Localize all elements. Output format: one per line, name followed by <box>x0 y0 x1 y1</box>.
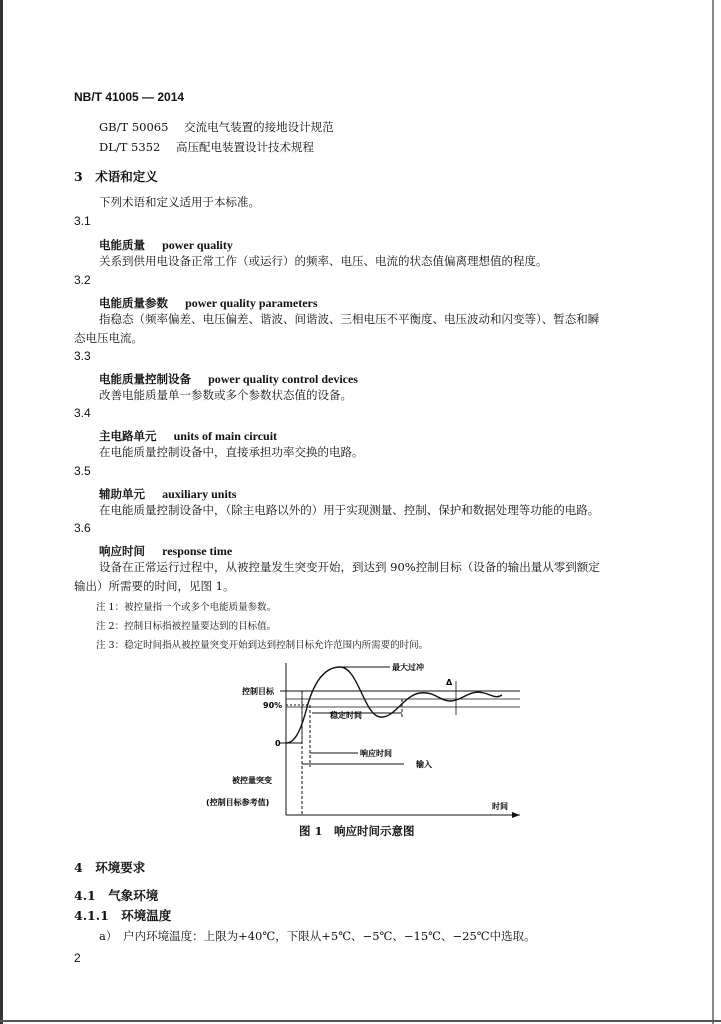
section-4-1-1-title: 4.1.1 环境温度 <box>74 908 172 923</box>
term-number: 3.3 <box>74 349 91 363</box>
reference-value-label: (控制目标参考值) <box>206 798 270 807</box>
scan-left-edge <box>0 0 3 1024</box>
delta-label: Δ <box>446 678 453 687</box>
term-heading <box>99 540 232 559</box>
scan-bottom-edge <box>0 1020 721 1022</box>
step-change-label: 被控量突变 <box>232 776 272 785</box>
control-target-label: 控制目标 <box>242 687 274 696</box>
section-4-title: 4 环境要求 <box>74 860 146 875</box>
note-1: 注 1：被控量指一个或多个电能质量参数。 <box>96 602 277 613</box>
term-en: power quality parameters <box>185 296 318 310</box>
settling-time-label: 稳定时间 <box>330 711 362 720</box>
term-zh: 电能质量 <box>99 238 145 252</box>
term-heading <box>99 483 236 502</box>
term-definition: 关系到供用电设备正常工作（或运行）的频率、电压、电流的状态值偏离理想值的程度。 <box>99 254 548 268</box>
max-overshoot-label: 最大过冲 <box>392 663 424 672</box>
term-number: 3.4 <box>74 406 91 420</box>
term-definition: 设备在正常运行过程中，从被控量发生突变开始，到达到 90%控制目标（设备的输出量从零到额定 <box>99 560 600 574</box>
term-number: 3.5 <box>74 464 91 478</box>
term-heading <box>99 425 277 444</box>
term-definition: 改善电能质量单一参数或多个参数状态值的设备。 <box>99 388 352 402</box>
term-definition-cont: 态电压电流。 <box>74 331 143 345</box>
term-number: 3.1 <box>74 214 91 228</box>
term-heading <box>99 292 318 311</box>
reference-title: 交流电气装置的接地设计规范 <box>184 120 334 134</box>
term-en: units of main circuit <box>173 429 278 443</box>
term-heading <box>99 368 358 387</box>
term-en: auxiliary units <box>162 487 237 501</box>
section-3-intro: 下列术语和定义适用于本标准。 <box>99 195 260 209</box>
response-time-figure <box>190 655 530 823</box>
pct90-label: 90% <box>263 701 283 710</box>
term-zh: 电能质量参数 <box>99 296 168 310</box>
reference-title: 高压配电装置设计技术规程 <box>175 140 314 154</box>
scan-right-edge <box>712 0 714 1024</box>
section-4-1-title: 4.1 气象环境 <box>74 888 159 903</box>
term-number: 3.2 <box>74 273 91 287</box>
zero-label: 0 <box>275 739 281 748</box>
note-3: 注 3：稳定时间指从被控量突变开始到达到控制目标允许范围内所需要的时间。 <box>96 640 429 651</box>
term-heading <box>99 234 233 253</box>
standard-code: NB/T 41005 — 2014 <box>74 90 185 104</box>
response-curve <box>286 667 502 743</box>
reference-code: DL/T 5352 <box>99 140 161 154</box>
term-definition-cont: 输出）所需要的时间，见图 1。 <box>74 579 235 593</box>
time-axis-arrow <box>512 812 520 818</box>
term-en: power quality <box>162 238 233 252</box>
term-en: power quality control devices <box>208 372 358 386</box>
term-definition: 在电能质量控制设备中，直接承担功率交换的电路。 <box>99 445 364 459</box>
reference-item <box>99 119 334 135</box>
term-definition: 指稳态（频率偏差、电压偏差、谐波、间谐波、三相电压不平衡度、电压波动和闪变等）、暂态和瞬 <box>99 312 600 326</box>
term-zh: 主电路单元 <box>99 429 157 443</box>
term-zh: 辅助单元 <box>99 487 145 501</box>
time-axis-label: 时间 <box>492 802 508 811</box>
note-2: 注 2：控制目标指被控量要达到的目标值。 <box>96 621 277 632</box>
figure-caption: 图 1 响应时间示意图 <box>299 824 415 838</box>
reference-item <box>99 139 314 155</box>
reference-code: GB/T 50065 <box>99 120 169 134</box>
section-4-item-a: a） 户内环境温度：上限为+40℃，下限从+5℃、−5℃、−15℃、−25℃中选取。 <box>99 929 536 943</box>
term-en: response time <box>162 544 233 558</box>
section-3-title: 3 术语和定义 <box>74 169 158 184</box>
response-time-label: 响应时间 <box>360 749 392 758</box>
term-number: 3.6 <box>74 521 91 535</box>
term-definition: 在电能质量控制设备中，（除主电路以外的）用于实现测量、控制、保护和数据处理等功能的电路。 <box>99 503 600 517</box>
term-zh: 电能质量控制设备 <box>99 372 191 386</box>
page-number: 2 <box>74 951 81 965</box>
term-zh: 响应时间 <box>99 544 145 558</box>
input-label: 输入 <box>416 760 432 769</box>
